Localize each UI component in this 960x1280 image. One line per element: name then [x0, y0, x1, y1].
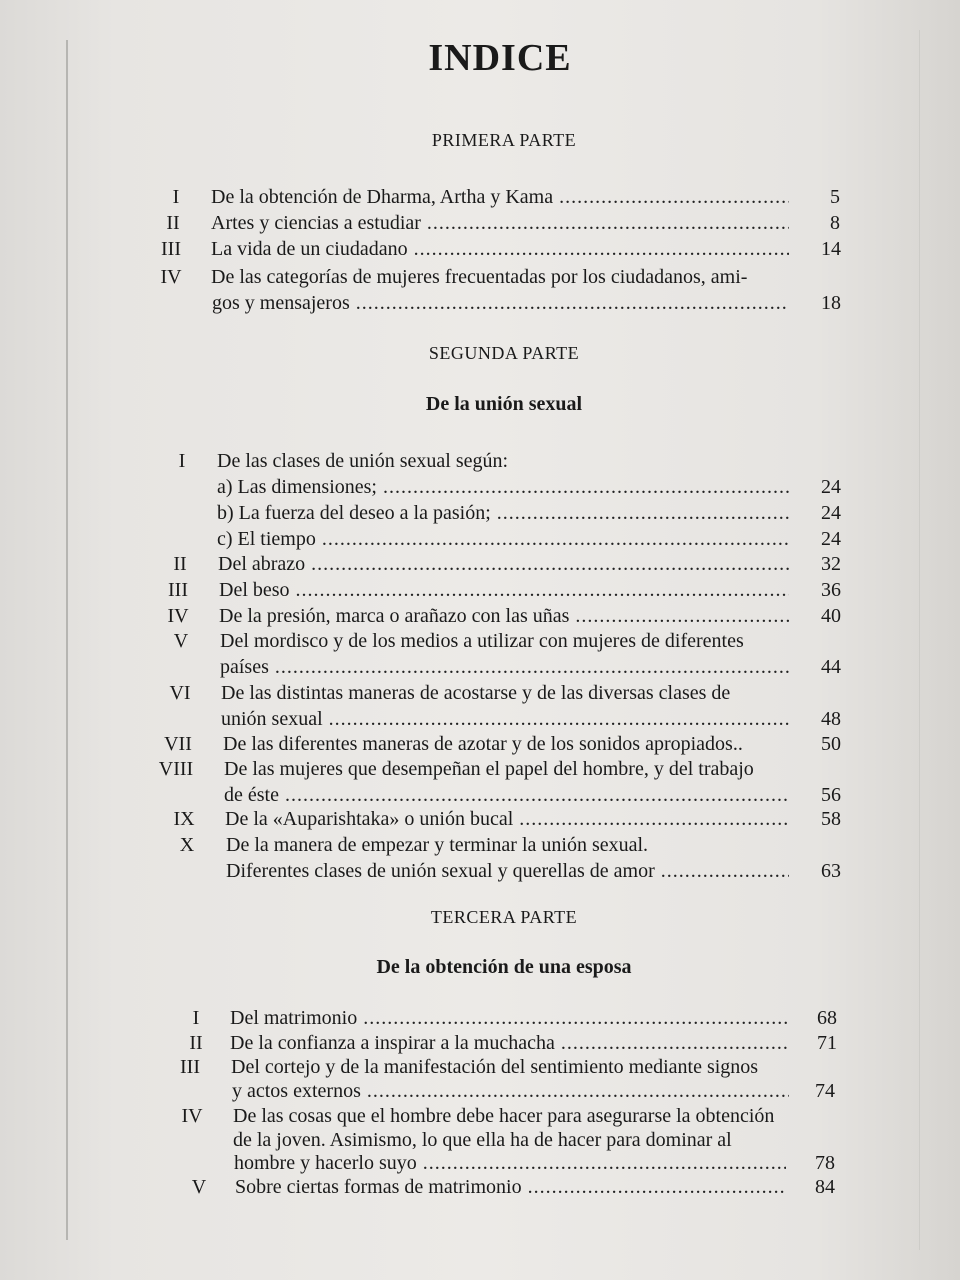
- toc-entry-continuation: [0, 290, 960, 316]
- toc-entry: [0, 832, 960, 858]
- chapter-title: Sobre ciertas formas de matrimonio .....: [235, 1174, 786, 1200]
- toc-entry: [0, 184, 960, 210]
- chapter-number: IV: [160, 266, 182, 288]
- page-number: 32: [821, 553, 841, 575]
- chapter-title: De la manera de empezar y terminar la unión sexual.: [226, 834, 649, 856]
- page-number: 84: [815, 1176, 835, 1198]
- page-number: 24: [821, 502, 841, 524]
- chapter-number: II: [173, 553, 187, 575]
- toc-entry-continuation: [0, 782, 960, 808]
- chapter-number: III: [161, 238, 181, 260]
- chapter-title: De las distintas maneras de acostarse y de las diversas clases de: [221, 682, 731, 704]
- chapter-title: De las diferentes maneras de azotar y de los sonidos apropiados..: [223, 733, 743, 755]
- chapter-number: VII: [164, 733, 192, 755]
- page-number: 44: [821, 656, 841, 678]
- chapter-number: V: [173, 630, 189, 652]
- chapter-title: De las cosas que el hombre debe hacer para asegurarse la obtención: [233, 1105, 775, 1127]
- toc-entry: [0, 1103, 960, 1129]
- part-1-heading: PRIMERA PARTE: [431, 130, 577, 150]
- toc-entry-continuation: [0, 1150, 960, 1176]
- chapter-number: II: [189, 1032, 203, 1054]
- toc-entry-continuation: [0, 706, 960, 732]
- chapter-title: Del matrimonio .....: [230, 1005, 789, 1031]
- chapter-title: Del cortejo y de la manifestación del sentimiento mediante signos: [231, 1056, 759, 1078]
- page-title: INDICE: [428, 37, 572, 79]
- chapter-title-continued: unión sexual .....: [221, 706, 789, 732]
- toc-entry: [0, 628, 960, 654]
- toc-entry: [0, 806, 960, 832]
- part-2-heading: SEGUNDA PARTE: [428, 343, 580, 363]
- toc-entry: [0, 210, 960, 236]
- page-number: 74: [815, 1080, 835, 1102]
- chapter-number: I: [178, 450, 186, 472]
- chapter-title: De las categorías de mujeres frecuentadas por los ciudadanos, ami-: [211, 266, 748, 288]
- chapter-title: De la presión, marca o arañazo con las uñas .....: [219, 603, 789, 629]
- toc-entry: [0, 236, 960, 262]
- page-number: 48: [821, 708, 841, 730]
- chapter-number: II: [166, 212, 180, 234]
- toc-entry: [0, 1054, 960, 1080]
- chapter-number: V: [191, 1176, 207, 1198]
- page-number: 71: [817, 1032, 837, 1054]
- toc-entry: [0, 680, 960, 706]
- chapter-title-continued: de éste .....: [224, 782, 789, 808]
- page-number: 58: [821, 808, 841, 830]
- page-number: 18: [821, 292, 841, 314]
- chapter-title-continued: gos y mensajeros .....: [212, 290, 789, 316]
- toc-entry-continuation: [0, 1078, 960, 1104]
- chapter-title: De la obtención de Dharma, Artha y Kama .....: [211, 184, 789, 210]
- chapter-number: X: [179, 834, 195, 856]
- chapter-title: De la «Auparishtaka» o unión bucal .....: [225, 806, 789, 832]
- page-number: 63: [821, 860, 841, 882]
- chapter-title-continued: Diferentes clases de unión sexual y querellas de amor .....: [226, 858, 789, 884]
- chapter-title-continued: y actos externos .....: [232, 1078, 789, 1104]
- page-number: 56: [821, 784, 841, 806]
- page-number: 36: [821, 579, 841, 601]
- page-number: 8: [830, 212, 840, 234]
- chapter-number: I: [172, 186, 180, 208]
- chapter-title: Artes y ciencias a estudiar .....: [211, 210, 789, 236]
- toc-entry: [0, 551, 960, 577]
- part-3-subtitle: De la obtención de una esposa: [376, 956, 632, 978]
- toc-entry: [0, 1030, 960, 1056]
- chapter-number: VIII: [158, 758, 194, 780]
- toc-entry: [0, 1005, 960, 1031]
- subentry-title: b) La fuerza del deseo a la pasión; .....: [217, 500, 789, 526]
- chapter-title: De la confianza a inspirar a la muchacha .....: [230, 1030, 789, 1056]
- chapter-title: La vida de un ciudadano .....: [211, 236, 789, 262]
- page-number: 78: [815, 1152, 835, 1174]
- chapter-title: Del beso .....: [219, 577, 789, 603]
- page-number: 24: [821, 476, 841, 498]
- chapter-number: IV: [181, 1105, 203, 1127]
- subentry-title: a) Las dimensiones; .....: [217, 474, 789, 500]
- chapter-number: IX: [173, 808, 195, 830]
- toc-entry: [0, 731, 960, 757]
- part-3-heading: TERCERA PARTE: [430, 907, 578, 927]
- chapter-number: III: [180, 1056, 200, 1078]
- toc-subentry: [0, 500, 960, 526]
- toc-entry: [0, 448, 960, 474]
- toc-entry: [0, 264, 960, 290]
- chapter-title: De las mujeres que desempeñan el papel del hombre, y del trabajo: [224, 758, 754, 780]
- chapter-number: I: [192, 1007, 200, 1029]
- part-2-subtitle: De la unión sexual: [425, 393, 583, 415]
- chapter-number: VI: [169, 682, 191, 704]
- toc-entry-continuation: [0, 654, 960, 680]
- page-number: 40: [821, 605, 841, 627]
- toc-entry: [0, 603, 960, 629]
- chapter-title: De las clases de unión sexual según:: [217, 450, 509, 472]
- toc-subentry: [0, 526, 960, 552]
- chapter-title: Del abrazo .....: [218, 551, 789, 577]
- page-number: 68: [817, 1007, 837, 1029]
- toc-entry-continuation: [0, 858, 960, 884]
- page-number: 14: [821, 238, 841, 260]
- chapter-title: Del mordisco y de los medios a utilizar con mujeres de diferentes: [220, 630, 744, 652]
- chapter-number: III: [168, 579, 188, 601]
- toc-entry: [0, 756, 960, 782]
- toc-entry: [0, 1174, 960, 1200]
- chapter-title-continued: países .....: [220, 654, 789, 680]
- subentry-title: c) El tiempo .....: [217, 526, 789, 552]
- toc-subentry: [0, 474, 960, 500]
- chapter-title-continued: de la joven. Asimismo, lo que ella ha de hacer para dominar al: [233, 1129, 732, 1151]
- page-number: 50: [821, 733, 841, 755]
- toc-entry: [0, 577, 960, 603]
- chapter-title-continued: hombre y hacerlo suyo .....: [234, 1150, 786, 1176]
- chapter-number: IV: [167, 605, 189, 627]
- page-number: 5: [830, 186, 840, 208]
- page-number: 24: [821, 528, 841, 550]
